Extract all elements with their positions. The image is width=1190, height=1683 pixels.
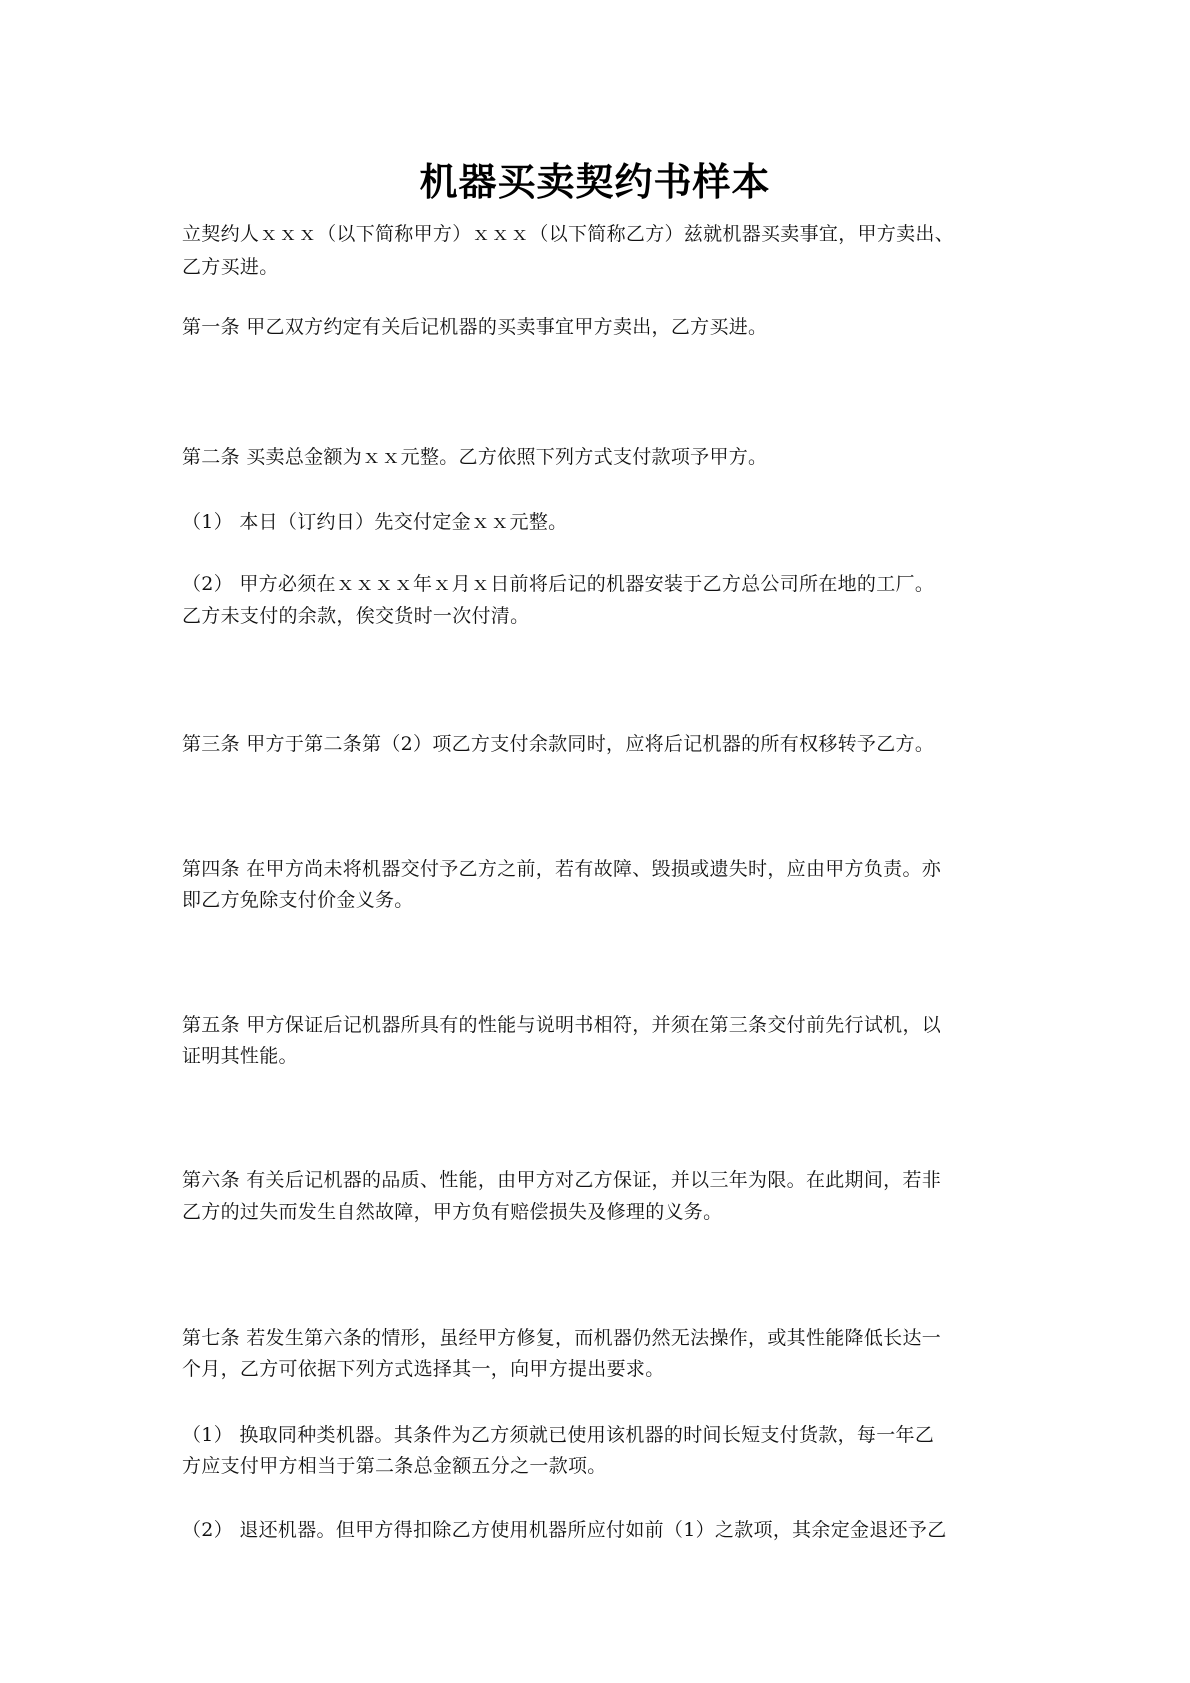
text-line: 个月，乙方可依据下列方式选择其一，向甲方提出要求。 [182,1358,665,1380]
text-line: 第七条 若发生第六条的情形，虽经甲方修复，而机器仍然无法操作，或其性能降低长达一 [182,1327,942,1349]
text-line: （1） 换取同种类机器。其条件为乙方须就已使用该机器的时间长短支付货款，每一年乙 [182,1424,935,1446]
text-line: 第五条 甲方保证后记机器所具有的性能与说明书相符，并须在第三条交付前先行试机，以 [182,1014,942,1036]
text-line: 乙方未支付的余款，俟交货时一次付清。 [182,605,530,627]
text-line: 即乙方免除支付价金义务。 [182,889,414,911]
text-line: 第二条 买卖总金额为ｘｘ元整。乙方依照下列方式支付款项予甲方。 [182,446,768,468]
text-line: 第四条 在甲方尚未将机器交付予乙方之前，若有故障、毁损或遗失时，应由甲方负责。亦 [182,858,942,880]
text-line: 证明其性能。 [182,1045,298,1067]
document-title: 机器买卖契约书样本 [419,160,771,204]
text-line: （2） 退还机器。但甲方得扣除乙方使用机器所应付如前（1）之款项，其余定金退还予乙 [182,1519,947,1541]
text-line: 立契约人ｘｘｘ（以下简称甲方）ｘｘｘ（以下简称乙方）兹就机器买卖事宜，甲方卖出、 [182,223,955,245]
text-line: 乙方买进。 [182,256,279,278]
text-line: 第三条 甲方于第二条第（2）项乙方支付余款同时，应将后记机器的所有权移转予乙方。 [182,733,935,755]
text-line: 第一条 甲乙双方约定有关后记机器的买卖事宜甲方卖出，乙方买进。 [182,316,768,338]
text-line: 第六条 有关后记机器的品质、性能，由甲方对乙方保证，并以三年为限。在此期间，若非 [182,1169,942,1191]
text-line: 乙方的过失而发生自然故障，甲方负有赔偿损失及修理的义务。 [182,1201,723,1223]
text-line: （2） 甲方必须在ｘｘｘｘ年ｘ月ｘ日前将后记的机器安装于乙方总公司所在地的工厂。 [182,573,935,595]
text-line: 方应支付甲方相当于第二条总金额五分之一款项。 [182,1455,607,1477]
text-line: （1） 本日（订约日）先交付定金ｘｘ元整。 [182,511,568,533]
